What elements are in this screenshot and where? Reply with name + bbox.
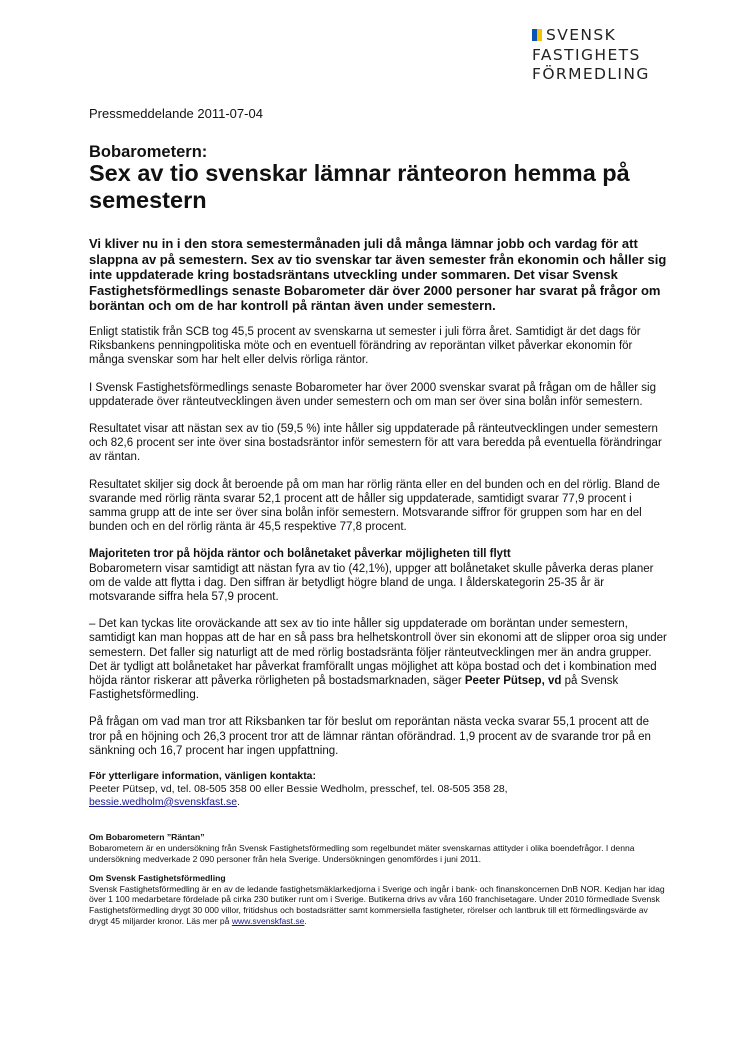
logo-line-1: SVENSK [532,26,662,46]
contact-section [89,771,669,809]
article-body [89,236,669,935]
paragraph-2: I Svensk Fastighetsförmedlings senaste Bobarometer har över 2000 svenskar svarat på frågan om de håller sig uppdaterade över ränteutvecklingen även under semestern och om man ser över sina bolån inför semestern. [89,381,656,408]
logo-line-2: FASTIGHETS [532,46,641,64]
company-logo [532,26,662,84]
contact-line: Peeter Pütsep, vd, tel. 08-505 358 00 eller Bessie Wedholm, presschef, tel. 08-505 358 28, [89,783,508,795]
subhead: Majoriteten tror på höjda räntor och bolånetaket påverkar möjligheten till flytt [89,548,511,561]
quote-speaker: Peeter Pütsep, vd [464,675,562,688]
paragraph-3: Resultatet visar att nästan sex av tio (59,5 %) inte håller sig uppdaterade på ränteutvecklingen under semestern och 82,6 procent ser inte över sina bostadsräntor inför semestern för att vara beredda på eventuella förändringar av räntan. [89,422,662,464]
about-bobarometer [89,832,669,864]
final-paragraph: På frågan om vad man tror att Riksbanken tar för beslut om reporäntan nästa vecka svarar 55,1 procent att de tror på en höjning och 26,3 procent tror att de lämnar räntan oförändrad. 1,9 procent av de svarande tror på en sänkning och 16,7 procent har ingen uppfattning. [89,716,651,757]
headline: Sex av tio svenskar lämnar ränteoron hemma på semestern [89,160,630,213]
kicker: Bobarometern: [89,143,208,161]
logo-line-3: FÖRMEDLING [532,65,650,83]
website-link[interactable]: www.svenskfast.se [231,915,305,926]
subhead-paragraph: Bobarometern visar samtidigt att nästan fyra av tio (42,1%), uppger att bolånetaket skulle påverka deras planer om de valde att flytta i dag. Den siffran är betydligt högre bland de unga. I ålderskategorin 25-35 år är motsvarande siffra hela 57,9 procent. [89,562,654,604]
swedish-flag-icon [532,27,542,46]
quote-tail: på Svensk Fastighetsförmedling. [89,675,619,702]
flag-stripe-yellow [537,29,542,41]
about-bobarometer-text: Bobarometern är en undersökning från Svensk Fastighetsförmedling som regelbundet mäter svenskarnas attityder i olika boendefrågor. I denna undersökning medverkade 2 090 personer från hela Sverige. Undersökningen genomfördes i juni 2011. [89,843,635,864]
press-release-date: Pressmeddelande 2011-07-04 [89,106,263,121]
website-link-tail: . [304,915,307,926]
lead-paragraph: Vi kliver nu in i den stora semestermånaden juli då många lämnar jobb och vardag för att slappna av på semestern. Sex av tio svenskar tar även semester från ekonomin och håller sig inte uppdaterade kring bostadsräntans utveckling under sommaren. Det visar Svensk Fastighetsförmedlings senaste Bobarometer där över 2000 personer har svarat på frågor om boräntan och om de har kontroll på räntan även under semestern. [89,236,667,314]
contact-email-link[interactable]: bessie.wedholm@svenskfast.se [89,796,238,808]
paragraph-4: Resultatet skiljer sig dock åt beroende på om man har rörlig ränta eller en del bunden och en del rörlig. Bland de svarande med rörlig ränta svarar 52,1 procent att de håller sig uppdaterade, samtidigt svarar 77,9 procent i samma grupp att de inte ser över sina bolån inför semestern. Motsvarande siffror för gruppen som har en del bunden och en del rörlig ränta är 45,5 respektive 77,8 procent. [89,478,660,534]
quote-text: – Det kan tyckas lite oroväckande att sex av tio inte håller sig uppdaterade om boräntan under semestern, samtidigt kan man hoppas att de har en så pass bra helhetskontroll över sin ekonomi att de slipper oroa sig under semestern. Det faller sig naturligt att de med rörlig bostadsränta följer ränteutvecklingen mer än andra grupper. Det är tydligt att bolånetaket har påverkat framförallt ungas möjlighet att köpa bostad och det i kombination med höjda räntor riskerar att påverka rörligheten på bostadsmarknaden, säger [89,618,667,688]
contact-heading: För ytterligare information, vänligen kontakta: [89,771,316,783]
contact-email-tail: . [237,796,240,808]
about-company [89,873,669,926]
quote-paragraph [89,617,669,702]
about-bobarometer-heading: Om Bobarometern ”Räntan” [89,832,205,843]
about-company-heading: Om Svensk Fastighetsförmedling [89,873,226,884]
about-company-text: Svensk Fastighetsförmedling är en av de ledande fastighetsmäklarkedjorna i Sverige och ingår i bank- och finanskoncernen DnB NOR. Kedjan har idag över 1 100 medarbetare fördelade på cirka 230 butiker runt om i Sverige. Butikerna drivs av våra 160 franchisetagare. Under 2010 förmedlade Svensk Fastighetsförmedling drygt 30 000 villor, fritidshus och bostadsrätter samt kommersiella fastigheter, rörelser och lantbruk till ett förmedlingsvärde av drygt 45 miljarder kronor. Läs mer på [89,883,665,926]
subhead-section [89,547,669,604]
paragraph-1: Enligt statistik från SCB tog 45,5 procent av svenskarna ut semester i juli förra året. Samtidigt är det dags för Riksbankens penningpolitiska möte och en eventuell förändring av reporäntan vilket påverkar ekonomin för många svenskar som har helt eller delvis rörliga räntor. [89,325,641,367]
